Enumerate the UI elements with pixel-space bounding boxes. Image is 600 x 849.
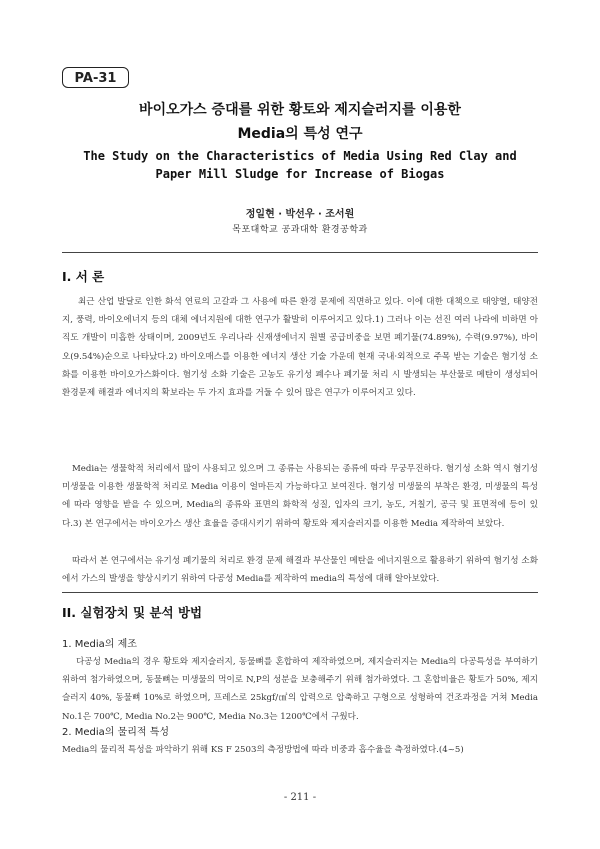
intro-paragraph-3: 따라서 본 연구에서는 유기성 폐기물의 처리로 환경 문제 해결과 부산물인 메탄을 에너지원으로 활용하기 위하여 혐기성 소화에서 가스의 발생을 향상시키기 위하여 다공성 Media를 제작하여 media의 특성에 대해 알아보았다. [62, 556, 538, 585]
intro-paragraph-2: Media는 생물학적 처리에서 많이 사용되고 있으며 그 종류는 사용되는 종류에 따라 무궁무진하다. 혐기성 소화 역시 혐기성 미생물을 이용한 생물학적 처리로 Media 이용이 얼마든지 가능하다고 보여진다. 혐기성 미생물의 부착은 환경, 미생물의 특성에 따라 영향을 받을 수 있으며, Media의 종류와 표면의 화학적 성질, 입자의 크기, 농도, 거칠기, 공극 및 표면적에 등이 있다.3) 본 연구에서는 바이오가스 생산 효율을 증대시키기 위하여 황토와 제지슬러지를 이용한 Media 제작하여 보았다. [62, 464, 538, 529]
korean-title-line-1: 바이오가스 증대를 위한 황토와 제지슬러지를 이용한 [139, 102, 461, 118]
subsection-1-heading: 1. Media의 제조 [62, 639, 137, 650]
author-list: 정일현 · 박선우 · 조서원 [245, 209, 355, 220]
divider [62, 252, 538, 253]
subsection-2-heading: 2. Media의 물리적 특성 [62, 727, 170, 738]
affiliation: 목포대학교 공과대학 환경공학과 [232, 225, 368, 235]
divider [62, 592, 538, 593]
subsection-1-text: 다공성 Media의 경우 황토와 제지슬러지, 동물뼈를 혼합하여 제작하였으며, 제지슬러지는 Media의 다공특성을 부여하기 위하여 첨가하였으며, 동물뼈는 미생물의 먹이로 N,P의 성분을 보충해주기 위해 첨가하였다. 그 혼합비율은 황토가 50%, 제지슬러지 40%, 동물뼈 10%로 하였으며, 프레스로 25kgf/㎠의 압력으로 압축하고 구형으로 성형하여 건조과정을 거쳐 Media No.1은 700℃, Media No.2는 900℃, Media No.3는 1200℃에서 구웠다. [62, 657, 538, 722]
section-2-heading: II. 실험장치 및 분석 방법 [62, 605, 203, 620]
abstract-id-badge: PA-31 [62, 67, 129, 88]
intro-paragraph-1: 최근 산업 발달로 인한 화석 연료의 고갈과 그 사용에 따른 환경 문제에 직면하고 있다. 이에 대한 대책으로 태양열, 태양전지, 풍력, 바이오에너지 등의 대체 에너지원에 대한 연구가 활발히 이루어지고 있다.1) 그러나 이는 선진 여러 나라에 비하면 아직도 개발이 미흡한 상태이며, 2009년도 우리나라 신재생에너지 원별 공급비중을 보면 폐기물(74.89%), 수력(9.97%), 바이오(9.54%)순으로 나타났다.2) 바이오매스를 이용한 에너지 생산 기술 가운데 현재 국내·외적으로 주목 받는 기술은 혐기성 소화를 이용한 바이오가스화이다. 혐기성 소화 기술은 고농도 유기성 폐수나 폐기물 처리 시 발생되는 부산물로 메탄이 생성되어 환경문제 해결과 에너지의 확보라는 두 가지 효과를 거둘 수 있어 많은 연구가 이루어지고 있다. [62, 297, 538, 399]
subsection-2-text: Media의 물리적 특성을 파악하기 위해 KS F 2503의 측정방법에 따라 비중과 흡수율을 측정하였다.(4~5) [62, 745, 464, 755]
english-title-line-1: The Study on the Characteristics of Media Using Red Clay and [83, 149, 517, 163]
english-title-line-2: Paper Mill Sludge for Increase of Biogas [155, 167, 445, 181]
page-number: - 211 - [283, 792, 317, 803]
section-1-heading: I. 서 론 [62, 269, 105, 284]
korean-title-line-2: Media의 특성 연구 [237, 126, 363, 142]
